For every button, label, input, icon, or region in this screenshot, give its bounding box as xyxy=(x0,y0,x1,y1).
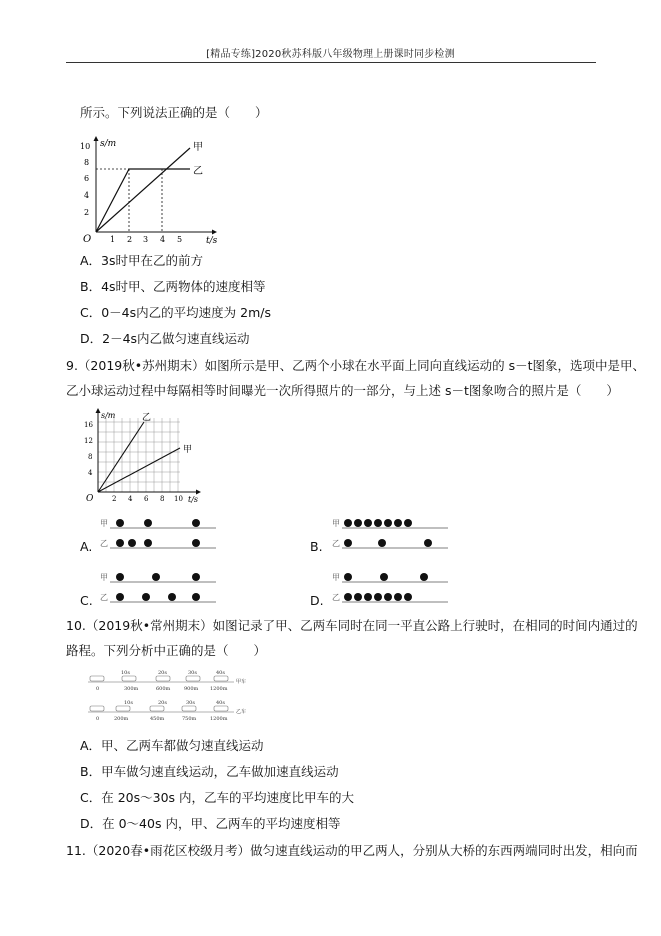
q9-ytick: 4 xyxy=(88,469,93,477)
q8-option-b: B．4s时甲、乙两物体的速度相等 xyxy=(80,279,266,294)
q8-xtick: 5 xyxy=(177,235,183,244)
q8-origin: O xyxy=(83,234,92,245)
q8-series-jia xyxy=(96,148,190,232)
q9-ytick: 12 xyxy=(84,437,93,445)
q8-option-d: D．2－4s内乙做匀速直线运动 xyxy=(80,331,250,346)
q9-choice-c-photo xyxy=(100,568,220,608)
q9-stem-line1: 9.（2019秋•苏州期末）如图所示是甲、乙两个小球在水平面上同向直线运动的 s－t图象，选项中是甲、 xyxy=(66,358,645,373)
dist-label: 200m xyxy=(114,716,129,722)
q10-option-a: A．甲、乙两车都做匀速直线运动 xyxy=(80,738,264,753)
q9-st-graph xyxy=(80,408,205,504)
q9-ytick: 8 xyxy=(88,453,93,461)
dist-label: 0 xyxy=(96,686,100,692)
q8-jia-label: 甲 xyxy=(193,142,203,153)
q8-series-yi xyxy=(96,169,190,232)
q8-yi-label: 乙 xyxy=(193,166,203,177)
row-label: 乙 xyxy=(332,539,340,548)
q9-xtick: 6 xyxy=(144,495,149,503)
dist-label: 1200m xyxy=(210,716,228,722)
q10-option-d: D．在 0～40s 内，甲、乙两车的平均速度相等 xyxy=(80,816,341,831)
row-label: 乙 xyxy=(332,593,340,602)
dist-label: 900m xyxy=(184,686,199,692)
dist-label: 450m xyxy=(150,716,165,722)
row-label: 甲 xyxy=(100,519,108,528)
header-divider xyxy=(66,62,596,63)
q9-series-jia xyxy=(98,448,180,492)
car-label: 甲车 xyxy=(236,679,247,685)
q9-choice-d-letter: D. xyxy=(310,593,324,608)
dist-label: 0 xyxy=(96,716,100,722)
q9-stem-line2: 乙小球运动过程中每隔相等时间曝光一次所得照片的一部分，与上述 s－t图象吻合的照片是（ ） xyxy=(66,383,619,398)
q8-option-a: A．3s时甲在乙的前方 xyxy=(80,253,204,268)
row-label: 甲 xyxy=(332,519,340,528)
dist-label: 300m xyxy=(124,686,139,692)
q9-xtick: 10 xyxy=(174,495,183,503)
q9-choice-a-letter: A. xyxy=(80,539,93,554)
q9-y-label: s/m xyxy=(101,411,116,420)
row-label: 乙 xyxy=(100,539,108,548)
time-label: 10s xyxy=(121,670,130,676)
q9-xtick: 4 xyxy=(128,495,133,503)
dist-label: 600m xyxy=(156,686,171,692)
row-label: 甲 xyxy=(332,573,340,582)
q8-xtick: 4 xyxy=(160,235,166,244)
q10-stem-line2: 路程。下列分析中正确的是（ ） xyxy=(66,643,267,658)
q8-xtick: 3 xyxy=(143,235,149,244)
q9-xtick: 8 xyxy=(160,495,165,503)
q8-xtick: 2 xyxy=(127,235,133,244)
dist-label: 750m xyxy=(182,716,197,722)
time-label: 10s xyxy=(124,700,133,706)
q8-ytick: 10 xyxy=(80,142,91,151)
q9-xtick: 2 xyxy=(112,495,117,503)
q10-option-b: B．甲车做匀速直线运动，乙车做加速直线运动 xyxy=(80,764,339,779)
q9-choice-c-letter: C. xyxy=(80,593,93,608)
time-label: 40s xyxy=(216,670,225,676)
car-label: 乙车 xyxy=(236,709,247,715)
q8-st-graph xyxy=(80,134,220,246)
row-label: 乙 xyxy=(100,593,108,602)
time-label: 30s xyxy=(188,670,197,676)
q8-ytick: 8 xyxy=(84,158,90,167)
q9-choice-d-photo xyxy=(332,568,452,608)
q8-ytick: 6 xyxy=(84,174,90,183)
q11-stem-line1: 11.（2020春•雨花区校级月考）做匀速直线运动的甲乙两人，分别从大桥的东西两端同时出发，相向而 xyxy=(66,843,638,858)
q10-car-figure xyxy=(86,668,256,726)
time-label: 20s xyxy=(158,700,167,706)
q10-option-c: C．在 20s～30s 内，乙车的平均速度比甲车的大 xyxy=(80,790,355,805)
q9-choice-b-photo xyxy=(332,514,452,554)
q9-yi-label: 乙 xyxy=(142,413,152,423)
q8-ytick: 2 xyxy=(84,208,90,217)
q8-y-label: s/m xyxy=(100,139,117,149)
time-label: 40s xyxy=(216,700,225,706)
q9-jia-label: 甲 xyxy=(183,445,193,455)
q8-stem: 所示。下列说法正确的是（ ） xyxy=(80,105,268,120)
q9-origin: O xyxy=(86,494,94,504)
dist-label: 1200m xyxy=(210,686,228,692)
q9-choice-a-photo xyxy=(100,514,220,554)
q9-choice-b-letter: B. xyxy=(310,539,323,554)
page-header: [精品专练]2020秋苏科版八年级物理上册课时同步检测 xyxy=(206,49,455,60)
q8-ytick: 4 xyxy=(84,191,90,200)
q8-xtick: 1 xyxy=(110,235,116,244)
time-label: 30s xyxy=(186,700,195,706)
q9-series-yi xyxy=(98,422,144,492)
q9-x-label: t/s xyxy=(188,495,199,504)
q8-option-c: C．0－4s内乙的平均速度为 2m/s xyxy=(80,305,271,320)
q8-x-label: t/s xyxy=(206,236,218,246)
time-label: 20s xyxy=(158,670,167,676)
q9-ytick: 16 xyxy=(84,421,93,429)
row-label: 甲 xyxy=(100,573,108,582)
q10-stem-line1: 10.（2019秋•常州期末）如图记录了甲、乙两车同时在同一平直公路上行驶时，在相同的时间内通过的 xyxy=(66,618,638,633)
